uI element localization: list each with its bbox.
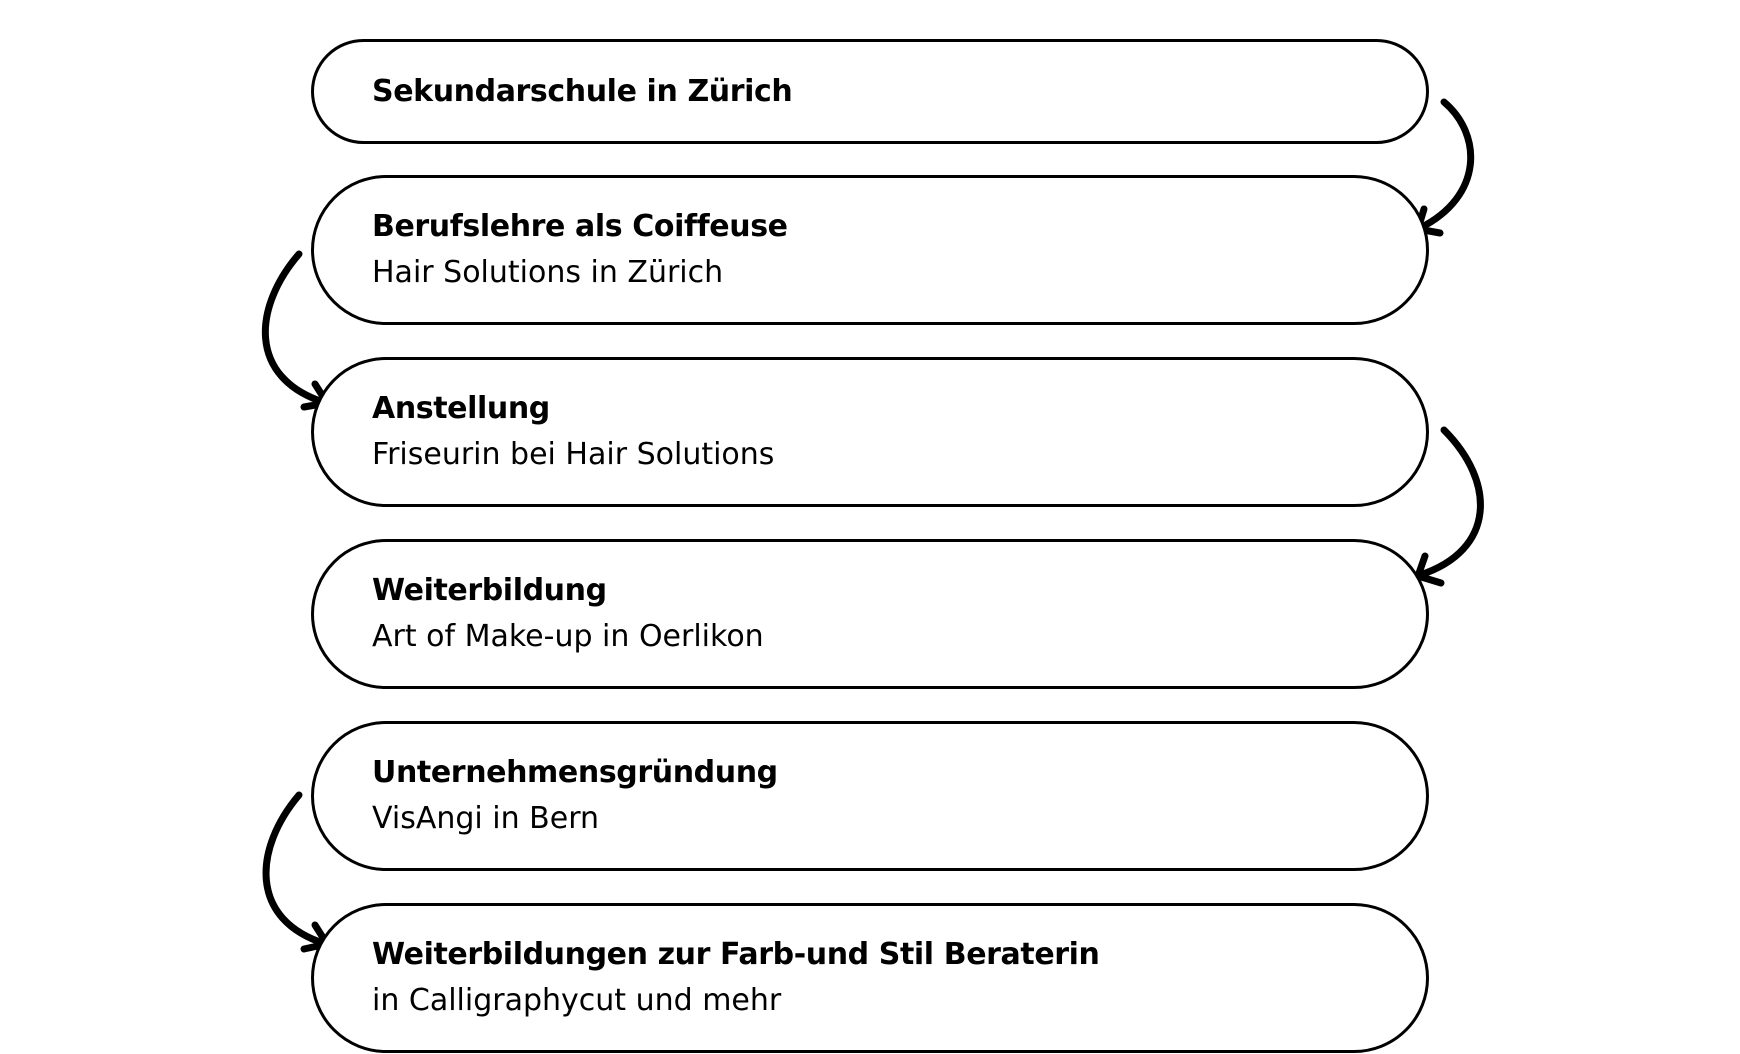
step-5 [311,721,1429,871]
step-subtitle: Friseurin bei Hair Solutions [372,437,775,472]
step-2 [311,175,1429,325]
step-title: Berufslehre als Coiffeuse [372,209,788,244]
step-title: Anstellung [372,391,550,426]
step-title: Sekundarschule in Zürich [372,73,793,109]
step-1 [311,39,1429,144]
step-title: Unternehmensgründung [372,755,778,790]
step-subtitle: Art of Make-up in Oerlikon [372,619,764,654]
step-title: Weiterbildungen zur Farb-und Stil Beraterin [372,937,1100,972]
step-subtitle: VisAngi in Bern [372,801,600,836]
step-6 [311,903,1429,1053]
step-subtitle: Hair Solutions in Zürich [372,255,724,290]
arrow-right-3-to-4 [1418,430,1480,583]
step-subtitle: in Calligraphycut und mehr [372,983,782,1018]
step-3 [311,357,1429,507]
step-title: Weiterbildung [372,573,607,608]
step-4 [311,539,1429,689]
